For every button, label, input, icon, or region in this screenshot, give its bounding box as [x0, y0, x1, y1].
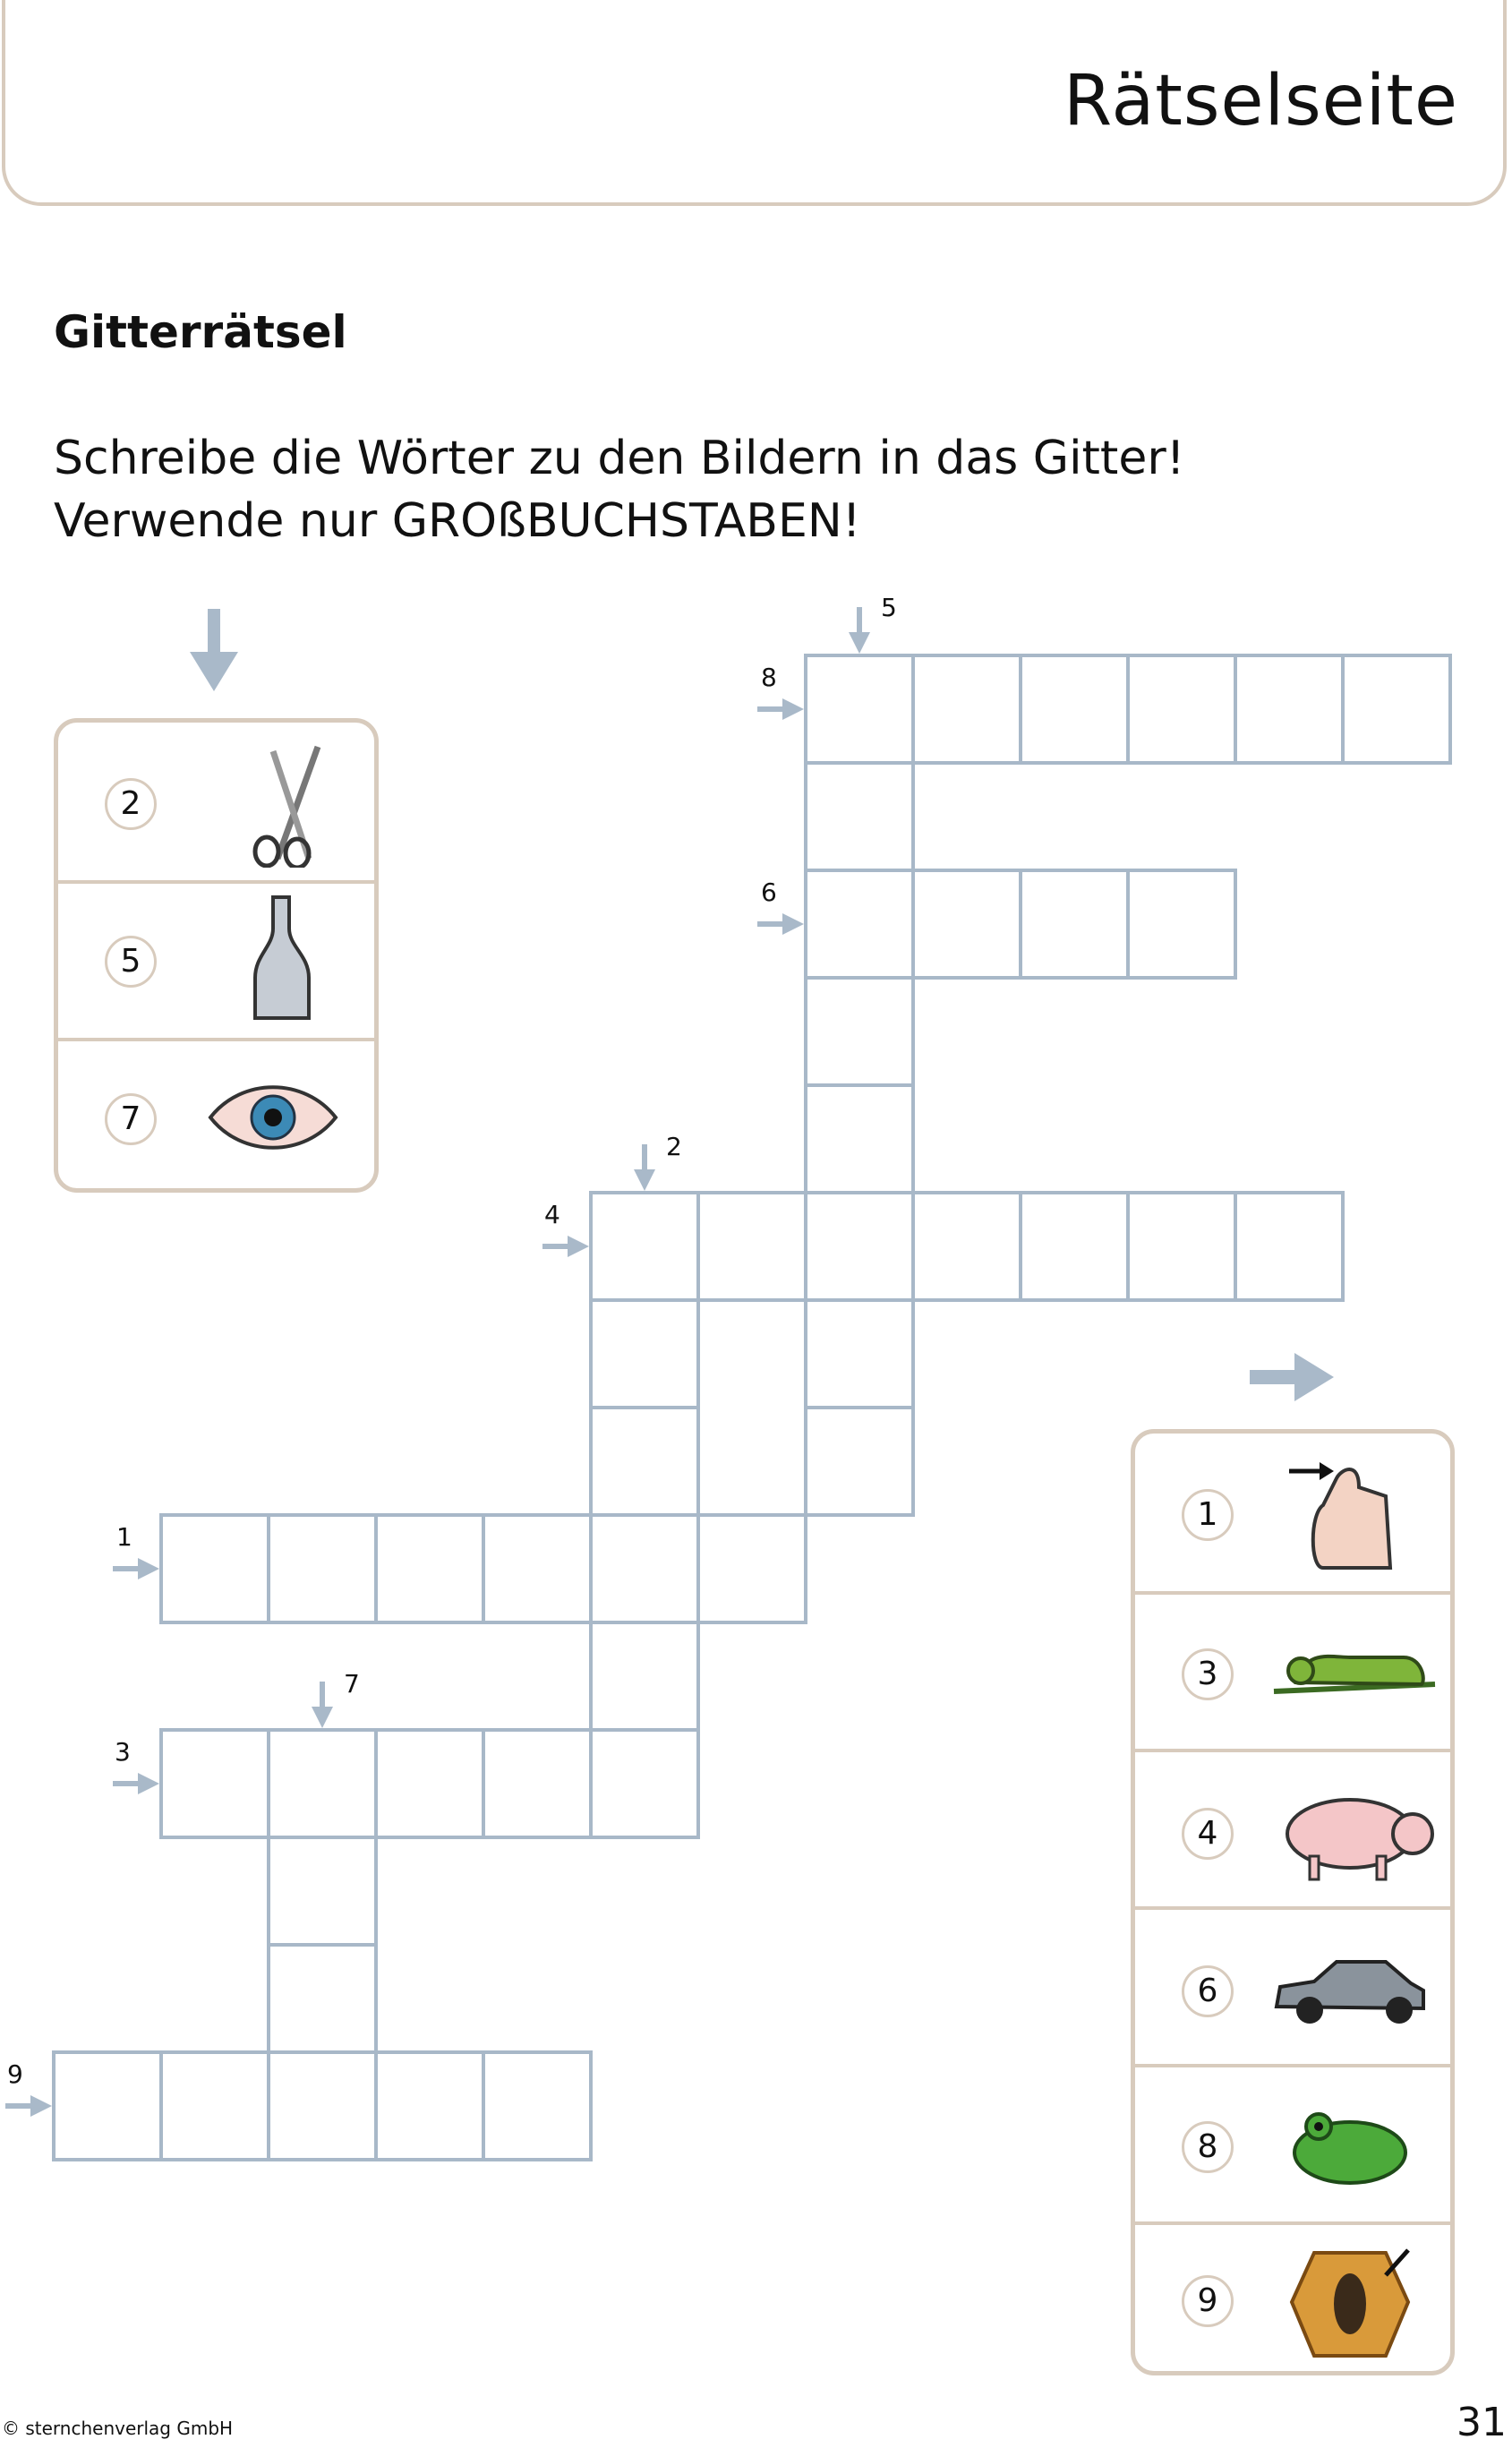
- grid-cell[interactable]: [483, 2052, 591, 2160]
- grid-cell[interactable]: [1128, 1193, 1235, 1300]
- clue-number-badge: 8: [1182, 2121, 1234, 2173]
- grid-cell[interactable]: [483, 1515, 591, 1622]
- down-clue-panel: [54, 718, 379, 1193]
- clue-number-3: 3: [115, 1737, 131, 1767]
- grid-cell[interactable]: [1128, 870, 1235, 978]
- across-direction-arrow-icon: [1250, 1353, 1334, 1401]
- grid-cell[interactable]: [1021, 1193, 1128, 1300]
- grid-cell[interactable]: [806, 870, 913, 978]
- clue-number-badge: 4: [1182, 1808, 1234, 1860]
- across-clue-panel: [1131, 1429, 1455, 2375]
- grid-cell[interactable]: [913, 655, 1021, 763]
- grid-cell[interactable]: [913, 1193, 1021, 1300]
- grid-cell[interactable]: [806, 1085, 913, 1193]
- grid-cell[interactable]: [54, 2052, 161, 2160]
- across-clue-row: [1135, 1591, 1450, 1749]
- grid-cell[interactable]: [1343, 655, 1450, 763]
- eye-icon: [206, 1077, 340, 1158]
- grid-cell[interactable]: [1235, 655, 1343, 763]
- grid-cell[interactable]: [1021, 870, 1128, 978]
- grid-cell[interactable]: [591, 1515, 698, 1622]
- instruction-line-1: Schreibe die Wörter zu den Bildern in das Gitter!: [54, 432, 1185, 485]
- grid-cell[interactable]: [591, 1408, 698, 1515]
- clue-number-6: 6: [761, 877, 777, 907]
- bee-on-honeycomb-icon: [1287, 2239, 1413, 2365]
- clue-number-badge: 5: [105, 936, 157, 988]
- grid-cell[interactable]: [269, 2052, 376, 2160]
- grid-cell[interactable]: [161, 1730, 269, 1837]
- clue-number-badge: 6: [1182, 1965, 1234, 2017]
- grid-cell[interactable]: [806, 1300, 913, 1408]
- bottle-icon: [246, 893, 318, 1027]
- instruction-line-2: Verwende nur GROßBUCHSTABEN!: [54, 494, 861, 548]
- grid-cell[interactable]: [698, 1515, 806, 1622]
- car-icon: [1269, 1951, 1431, 2032]
- across-clue-row: [1135, 2221, 1450, 2375]
- clue-number-8: 8: [761, 663, 777, 692]
- down-clue-row: [58, 1038, 374, 1194]
- grid-cell[interactable]: [806, 1193, 913, 1300]
- grid-cell[interactable]: [591, 1730, 698, 1837]
- grid-cell[interactable]: [161, 2052, 269, 2160]
- grid-cell[interactable]: [591, 1300, 698, 1408]
- clue-number-4: 4: [544, 1200, 560, 1229]
- grid-cell[interactable]: [269, 1515, 376, 1622]
- grid-cell[interactable]: [161, 1515, 269, 1622]
- copyright-notice: © sternchenverlag GmbH: [2, 2418, 234, 2439]
- clue-number-7: 7: [344, 1669, 360, 1699]
- grid-cell[interactable]: [1021, 655, 1128, 763]
- across-clue-row: [1135, 1434, 1450, 1591]
- grid-cell[interactable]: [591, 1193, 698, 1300]
- grid-cell[interactable]: [806, 1408, 913, 1515]
- grid-cell[interactable]: [806, 763, 913, 870]
- clue-number-9: 9: [7, 2059, 23, 2089]
- frog-icon: [1283, 2103, 1417, 2193]
- grid-cell[interactable]: [269, 1730, 376, 1837]
- grid-cell[interactable]: [376, 1515, 483, 1622]
- grid-cell[interactable]: [376, 2052, 483, 2160]
- grid-cell[interactable]: [806, 655, 913, 763]
- clue-number-1: 1: [116, 1522, 132, 1552]
- clue-number-badge: 7: [105, 1093, 157, 1145]
- clue-number-badge: 1: [1182, 1489, 1234, 1541]
- grid-cell[interactable]: [698, 1193, 806, 1300]
- across-clue-row: [1135, 1906, 1450, 2064]
- across-clue-row: [1135, 2064, 1450, 2221]
- grid-cell[interactable]: [269, 1945, 376, 2052]
- clue-number-2: 2: [666, 1132, 682, 1161]
- grid-cell[interactable]: [269, 1837, 376, 1945]
- grid-cell[interactable]: [1235, 1193, 1343, 1300]
- grid-cell[interactable]: [913, 870, 1021, 978]
- page-number: 31: [1456, 2400, 1507, 2445]
- clue-number-badge: 3: [1182, 1648, 1234, 1700]
- thumbs-up-icon: [1287, 1451, 1413, 1577]
- grid-cell[interactable]: [591, 1622, 698, 1730]
- caterpillar-icon: [1269, 1631, 1439, 1711]
- grid-cell[interactable]: [806, 978, 913, 1085]
- clue-number-badge: 9: [1182, 2275, 1234, 2327]
- scissors-icon: [224, 742, 331, 868]
- across-clue-row: [1135, 1749, 1450, 1906]
- pig-icon: [1269, 1785, 1439, 1883]
- grid-cell[interactable]: [1128, 655, 1235, 763]
- grid-cell[interactable]: [376, 1730, 483, 1837]
- down-direction-arrow-icon: [190, 609, 238, 691]
- grid-cell[interactable]: [483, 1730, 591, 1837]
- down-clue-row: [58, 723, 374, 880]
- section-title: Gitterrätsel: [54, 306, 347, 358]
- down-clue-row: [58, 880, 374, 1038]
- page-title: Rätselseite: [1063, 61, 1458, 141]
- clue-number-badge: 2: [105, 778, 157, 830]
- clue-number-5: 5: [881, 593, 897, 622]
